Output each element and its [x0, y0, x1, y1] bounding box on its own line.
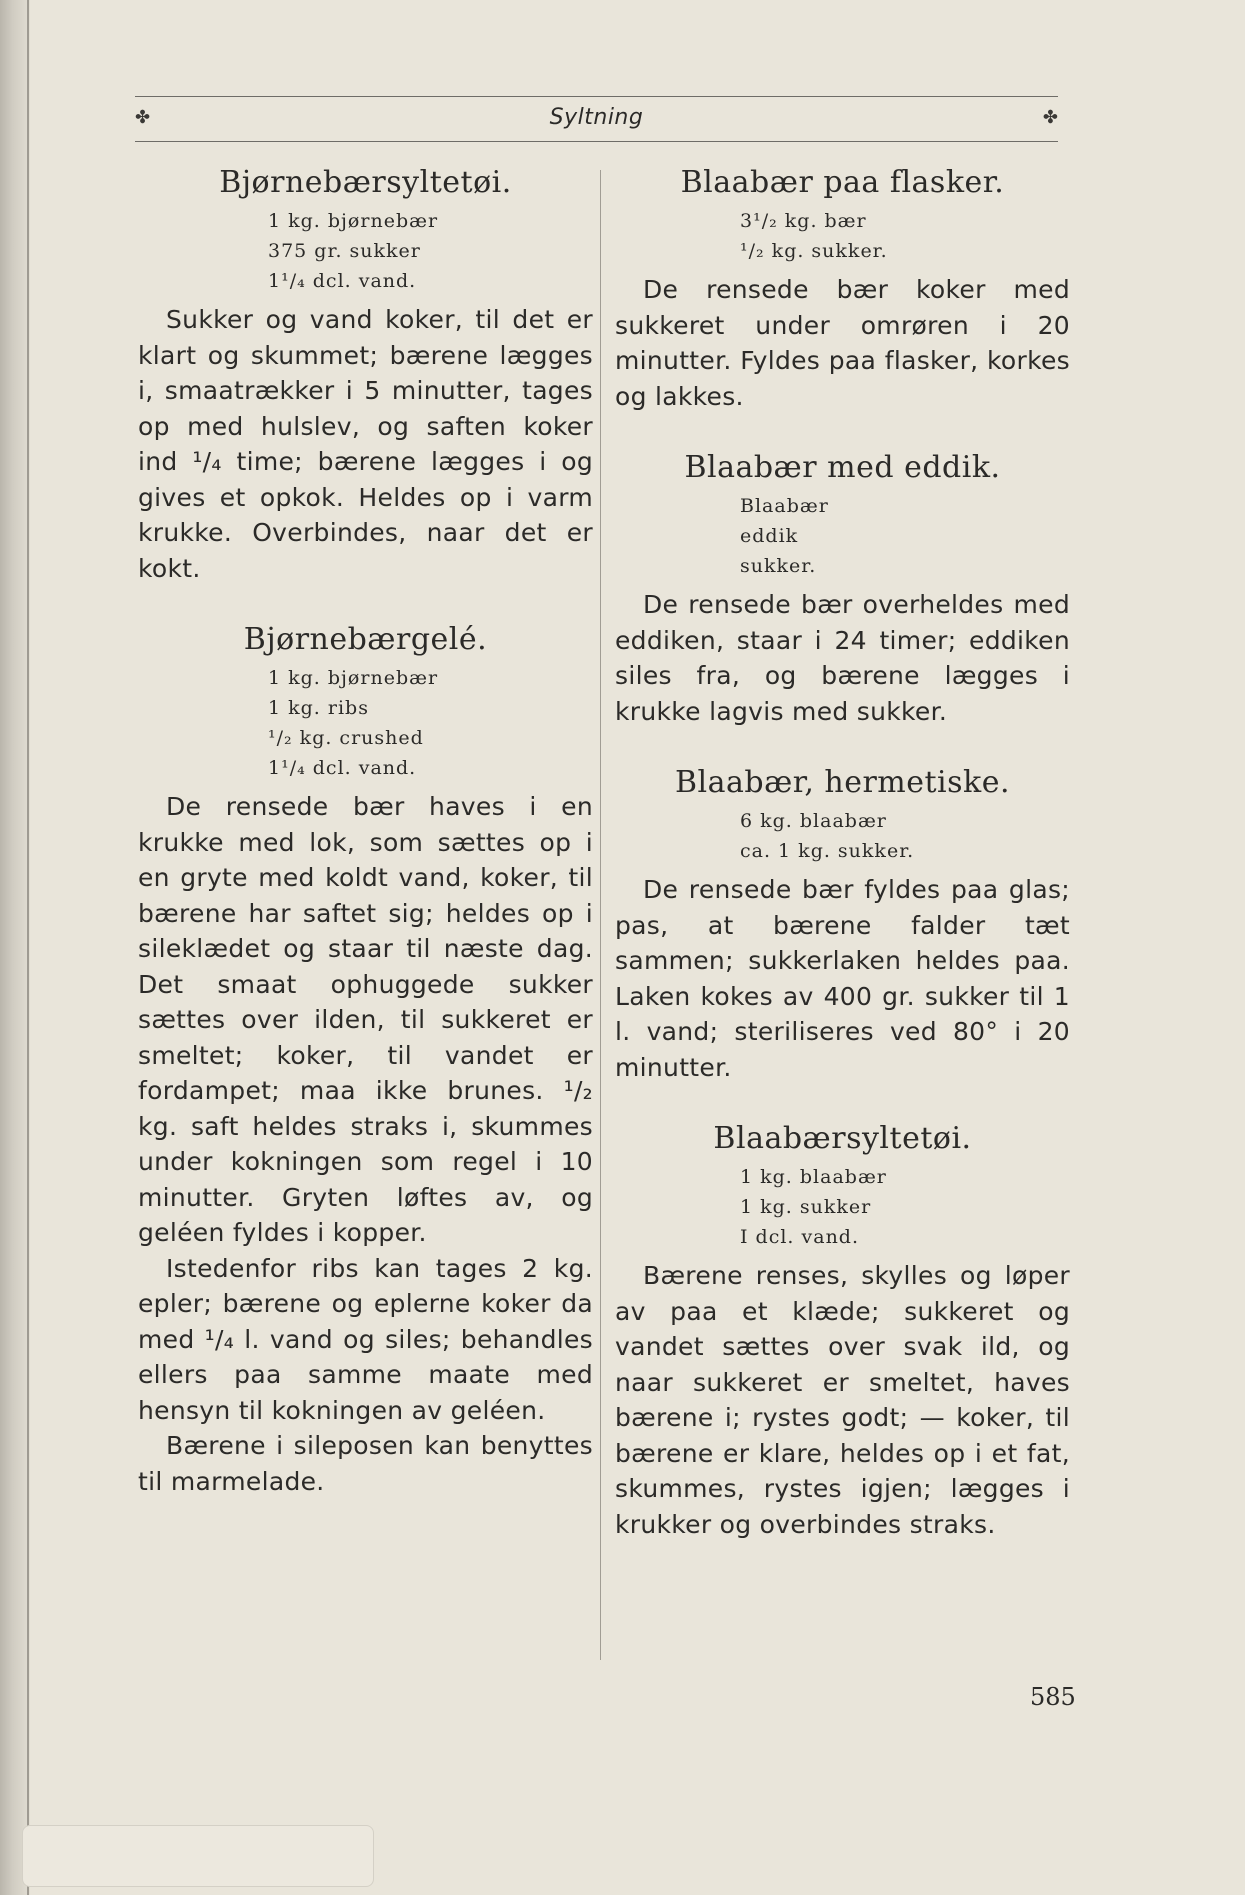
ingredient-item: eddik [740, 525, 799, 547]
running-title: Syltning [549, 104, 644, 130]
recipe [138, 165, 593, 586]
ingredient-list [138, 663, 593, 783]
recipe-title: Blaabær, hermetiske. [674, 765, 1011, 800]
ingredient-item: 1 kg. bjørnebær [268, 210, 439, 232]
ingredient-item: Blaabær [740, 495, 829, 517]
recipe-paragraph: De rensede bær fyldes paa glas; pas, at bærene falder tæt sammen; sukkerlaken heldes paa. Laken kokes av 400 gr. sukker til 1 l. vand; steriliseres ved 80° i 20 minutter. [615, 875, 1070, 1082]
ingredient-item: sukker. [740, 555, 817, 577]
left-column [138, 165, 593, 1535]
ingredient-item: 1 kg. bjørnebær [268, 667, 439, 689]
ingredient-item: 6 kg. blaabær [740, 810, 887, 832]
recipe-paragraph: De rensede bær koker med sukkeret under omrøren i 20 minutter. Fyldes paa flasker, korkes og lakkes. [615, 275, 1070, 411]
header-rule-bottom [135, 141, 1058, 142]
book-binding [0, 0, 30, 1895]
recipe-paragraph: De rensede bær haves i en krukke med lok, som sættes op i en gryte med koldt vand, koker, til bærene har saftet sig; heldes op i sileklædet og staar til næste dag. Det smaat ophuggede sukker sættes over ilden, til sukkeret er smeltet; koker, til vandet er fordampet; maa ikke brunes. ¹/₂ kg. saft heldes straks i, skummes under kokningen som regel i 10 minutter. Gryten løftes av, og geléen fyldes i kopper. [138, 792, 593, 1247]
ingredient-item: ca. 1 kg. sukker. [740, 840, 915, 862]
ornament-left-icon: ✤ [135, 106, 151, 128]
recipe-title: Blaabær paa flasker. [680, 165, 1005, 200]
ingredient-item: 1¹/₄ dcl. vand. [268, 757, 417, 779]
recipe [615, 165, 1070, 414]
ingredient-list [615, 206, 1070, 266]
ingredient-list [615, 491, 1070, 581]
recipe-paragraph: De rensede bær overheldes med eddiken, staar i 24 timer; eddiken siles fra, og bærene lægges i krukke lagvis med sukker. [615, 590, 1070, 726]
recipe-paragraph: Bærene i sileposen kan benyttes til marmelade. [138, 1431, 593, 1496]
ingredient-item: 1 kg. ribs [268, 697, 369, 719]
right-column [615, 165, 1070, 1578]
recipe-paragraph: Sukker og vand koker, til det er klart og skummet; bærene lægges i, smaatrækker i 5 minutter, tages op med hulslev, og saften koker ind ¹/₄ time; bærene lægges i og gives et opkok. Heldes op i varm krukke. Overbindes, naar det er kokt. [138, 305, 593, 583]
ingredient-item: 375 gr. sukker [268, 240, 421, 262]
recipe-title: Bjørnebærgelé. [243, 622, 488, 657]
recipe [615, 450, 1070, 729]
recipe-title: Bjørnebærsyltetøi. [219, 165, 512, 200]
recipe-title: Blaabær med eddik. [684, 450, 1001, 485]
running-header [135, 100, 1058, 134]
ingredient-item: 3¹/₂ kg. bær [740, 210, 867, 232]
gutter-line [27, 0, 29, 1895]
recipe-paragraph: Bærene renses, skylles og løper av paa et klæde; sukkeret og vandet sættes over svak ild, og naar sukkeret er smeltet, haves bærene i; rystes godt; — koker, til bærene er klare, heldes op i et fat, skummes, rystes igjen; lægges i krukker og overbindes straks. [615, 1261, 1070, 1539]
page-tab [22, 1825, 374, 1887]
column-divider [600, 170, 601, 1660]
ingredient-item: ¹/₂ kg. crushed [268, 727, 424, 749]
page-number: 585 [1030, 1683, 1076, 1711]
ornament-right-icon: ✤ [1042, 106, 1058, 128]
recipe [138, 622, 593, 1499]
recipe-title: Blaabærsyltetøi. [713, 1121, 972, 1156]
ingredient-list [615, 806, 1070, 866]
header-rule-top [135, 96, 1058, 97]
recipe-paragraph: Istedenfor ribs kan tages 2 kg. epler; bærene og eplerne koker da med ¹/₄ l. vand og siles; behandles ellers paa samme maate med hensyn til kokningen av geléen. [138, 1253, 593, 1425]
ingredient-item: 1 kg. sukker [740, 1196, 872, 1218]
recipe [615, 1121, 1070, 1542]
ingredient-item: ¹/₂ kg. sukker. [740, 240, 888, 262]
recipe [615, 765, 1070, 1085]
ingredient-item: I dcl. vand. [740, 1226, 860, 1248]
ingredient-list [138, 206, 593, 296]
ingredient-list [615, 1162, 1070, 1252]
ingredient-item: 1 kg. blaabær [740, 1166, 887, 1188]
ingredient-item: 1¹/₄ dcl. vand. [268, 270, 417, 292]
